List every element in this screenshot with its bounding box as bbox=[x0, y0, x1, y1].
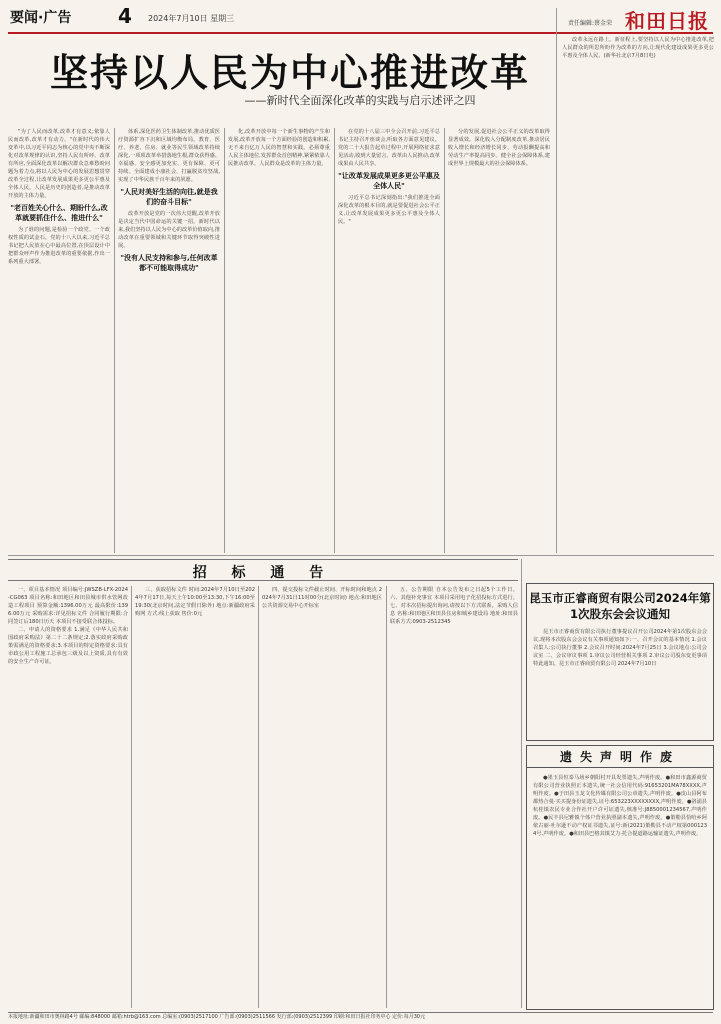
section-name: 要闻·广告 bbox=[10, 10, 72, 26]
tender-notice-banner bbox=[8, 559, 518, 581]
column-divider bbox=[556, 8, 557, 553]
lost-paragraph: ●墨玉县恒泰马场乡朝阳村开具发票遗失,声明作废。●和田市鑫源商贸有限公司营业执照正本遗失,统一社会信用代码:91653201MA78XXXX,声明作废。●于田县玉龙文化传媒有限公司公章遗失,声明作废。●皮山县阿布都热合曼·买买提身份证遗失,证号:653223XXXXXXXX,声明作废。●洛浦县杭桂镇农民专业合作社开户许可证遗失,核准号:J8850001234567,声明作废。●民丰县尼雅镇个体户营业执照副本遗失,声明作废。●策勒县恰哈乡阿依古丽·吐尔逊不动产权证书遗失,证号:新(2021)策勒县不动产权第0001234号,声明作废。●和田县巴格其镇艾力·托合提道路运输证遗失,声明作废。 bbox=[533, 775, 707, 837]
tender-paragraph: 四、提交投标文件截止时间、开标时间和地点 2024年7月31日11时00分(北京时间) 地点:和田地区公共资源交易中心开标室 bbox=[262, 587, 382, 609]
article-subheading: "让改革发展成果更多更公平惠及全体人民" bbox=[338, 172, 440, 190]
column-divider bbox=[258, 586, 259, 1008]
tender-paragraph: 五、公告期限 自本公告发布之日起5个工作日。六、其他补充事宜 本项目采用电子化招投标方式进行。七、对本次招标提出询问,请按以下方式联系。采购人信息 名称:和田地区和田县住房和城乡建设局 地址:和田县 联系方式:0903-2512345 bbox=[390, 587, 518, 625]
article-column-2 bbox=[118, 128, 220, 553]
article-subheading: "老百姓关心什么、期盼什么,改革就要抓住什么、推进什么" bbox=[10, 204, 108, 222]
section-divider bbox=[8, 555, 714, 556]
notice-title: 昆玉市正睿商贸有限公司2024年第1次股东会会议通知 bbox=[529, 591, 711, 621]
page-footer: 本报地址:新疆和田市奥林路4号 邮编:848000 邮箱:htrb@163.com 总编室:(0903)2517100 广告部:(0903)2511566 发行部:(0903)2512399 印刷:和田日报社印务中心 定价:每月30元 bbox=[8, 1012, 713, 1022]
article-subheading: "没有人民支持和参与,任何改革都不可能取得成功" bbox=[120, 254, 218, 272]
page-number: 4 bbox=[118, 4, 132, 28]
tender-column-3 bbox=[262, 586, 382, 1008]
lost-declarations bbox=[526, 745, 714, 1010]
article-paragraph: "为了人民而改革,改革才有意义;依靠人民而改革,改革才有动力。"在新时代的伟大变革中,以习近平同志为核心的党中央不断深化对改革规律的认识,坚持人民有所呼、改革有所应,全面深化改革以解决群众急难愁盼问题为着力点,将以人民为中心的发展思想贯穿改革全过程,让改革发展成果更多更公平惠及全体人民。人民是历史的创造者,是推动改革开放的主体力量。 bbox=[8, 129, 110, 199]
newspaper-masthead: 和田日报 bbox=[625, 9, 709, 33]
tender-notice-title: 招 标 通 告 bbox=[192, 565, 334, 581]
tender-paragraph: 二、申请人的资格要求 1.满足《中华人民共和国政府采购法》第二十二条规定;2.落实政府采购政策需满足的资格要求;3.本项目的特定资格要求:具有市政公用工程施工总承包三级及以上资质,具有有效的安全生产许可证。 bbox=[8, 627, 128, 665]
shareholder-meeting-notice bbox=[526, 583, 714, 741]
article-column-6 bbox=[562, 36, 714, 553]
issue-date: 2024年7月10日 星期三 bbox=[148, 14, 235, 23]
article-paragraph: 改革永远在路上。新征程上,要坚持以人民为中心推进改革,把人民群众的所思所盼作为改革的方向,让现代化建设成果更多更公平惠及全体人民。(新华社北京7月8日电) bbox=[562, 37, 714, 59]
tender-column-4 bbox=[390, 586, 518, 1008]
article-paragraph: 习近平总书记深刻指出:"我们推进全面深化改革的根本目的,就是要促进社会公平正义,让改革发展成果更多更公平惠及全体人民。" bbox=[338, 195, 440, 225]
column-divider bbox=[521, 559, 522, 1008]
article-subheading: "人民对美好生活的向往,就是我们的奋斗目标" bbox=[120, 188, 218, 206]
editor-credit: 责任编辑:蔡金荣 bbox=[568, 20, 613, 27]
notice-paragraph: 昆玉市正睿商贸有限公司执行董事提议召开公司2024年第1次股东会会议,现将本次股东会会议有关事项通知如下:一、召开会议的基本情况 1.会议召集人:公司执行董事 2.会议召开时间:2024年7月25日 3.会议地点:公司会议室 二、会议审议事项 1.审议公司经营相关事项 2.审议公司股东变更事项 特此通知。昆玉市正睿商贸有限公司 2024年7月10日 bbox=[533, 629, 707, 667]
article-column-5 bbox=[448, 128, 550, 553]
column-divider bbox=[224, 128, 225, 553]
article-column-4 bbox=[338, 128, 440, 553]
tender-column-2 bbox=[135, 586, 255, 1008]
main-headline: 坚持以人民为中心推进改革 bbox=[49, 50, 530, 95]
article-column-3 bbox=[228, 128, 330, 553]
notice-body bbox=[533, 628, 707, 736]
sub-headline: ——新时代全面深化改革的实践与启示述评之四 bbox=[244, 94, 476, 107]
article-paragraph: 为了谁的问题,是检验一个政党、一个政权性质的试金石。党的十八大以来,习近平总书记把人民放在心中最高位置,在顶层设计中把群众呼声作为推进改革的重要依据,作出一系列重大部署。 bbox=[8, 227, 110, 265]
article-paragraph: 体系,深化医药卫生体制改革,推动优质医疗资源扩容下沉和区域均衡布局。教育、医疗、养老、住房、就业等民生领域改革持续深化,一项项改革举措落地生根,群众获得感、幸福感、安全感更加充实、更有保障、更可持续。全面建成小康社会、打赢脱贫攻坚战,实现了中华民族千百年来的夙愿。 bbox=[118, 129, 220, 183]
column-divider bbox=[131, 586, 132, 1008]
column-divider bbox=[114, 128, 115, 553]
article-paragraph: 分的发展,促进社会公平正义的改革取得显著成效。深化收入分配制度改革,推动居民收入增长和经济增长同步、劳动报酬提高和劳动生产率提高同步。健全社会保障体系,建成世界上规模最大的社会保障体系。 bbox=[448, 129, 550, 167]
column-divider bbox=[386, 586, 387, 1008]
article-column-1 bbox=[8, 128, 110, 553]
column-divider bbox=[334, 128, 335, 553]
lost-declarations-body bbox=[533, 774, 707, 1004]
tender-column-1 bbox=[8, 586, 128, 1008]
tender-paragraph: 三、获取招标文件 时间:2024年7月10日至2024年7月17日,每天上午10:00至13:30,下午16:00至19:30(北京时间,法定节假日除外) 地点:新疆政府采购网 方式:线上获取 售价:0元 bbox=[135, 587, 255, 617]
article-paragraph: 改革开放是党的一次伟大觉醒,改革开放是决定当代中国命运的关键一招。新时代以来,我们坚持以人民为中心的改革价值取向,推动改革在重要领域和关键环节取得突破性进展。 bbox=[118, 211, 220, 249]
lost-declarations-title: 遗失声明作废 bbox=[527, 748, 713, 768]
column-divider bbox=[444, 128, 445, 553]
tender-paragraph: 一、项目基本情况 项目编号:JWSZB-LFX-2024-CG063 项目名称:和田地区和田县城市供水管网改造工程项目 预算金额:1396.00万元 最高限价:1396.00万元 采购需求:详见招标文件 合同履行期限:合同签订后180日历天 本项目不接受联合体投标。 bbox=[8, 587, 128, 625]
article-paragraph: 在党的十八届三中全会召开前,习近平总书记主持召开座谈会,听取各方面意见建议。党的二十大报告起草过程中,开展网络征求意见活动,收到大量留言。改革由人民推动,改革成果由人民共享。 bbox=[338, 129, 440, 167]
article-paragraph: 化,改革开放中每一个新生事物的产生和发展,改革开放每一个方面经验的创造和积累,无不来自亿万人民的智慧和实践。必须尊重人民主体地位,发挥群众首创精神,紧紧依靠人民推动改革。人民群众是改革的主体力量。 bbox=[228, 129, 330, 167]
page-header bbox=[8, 4, 713, 34]
